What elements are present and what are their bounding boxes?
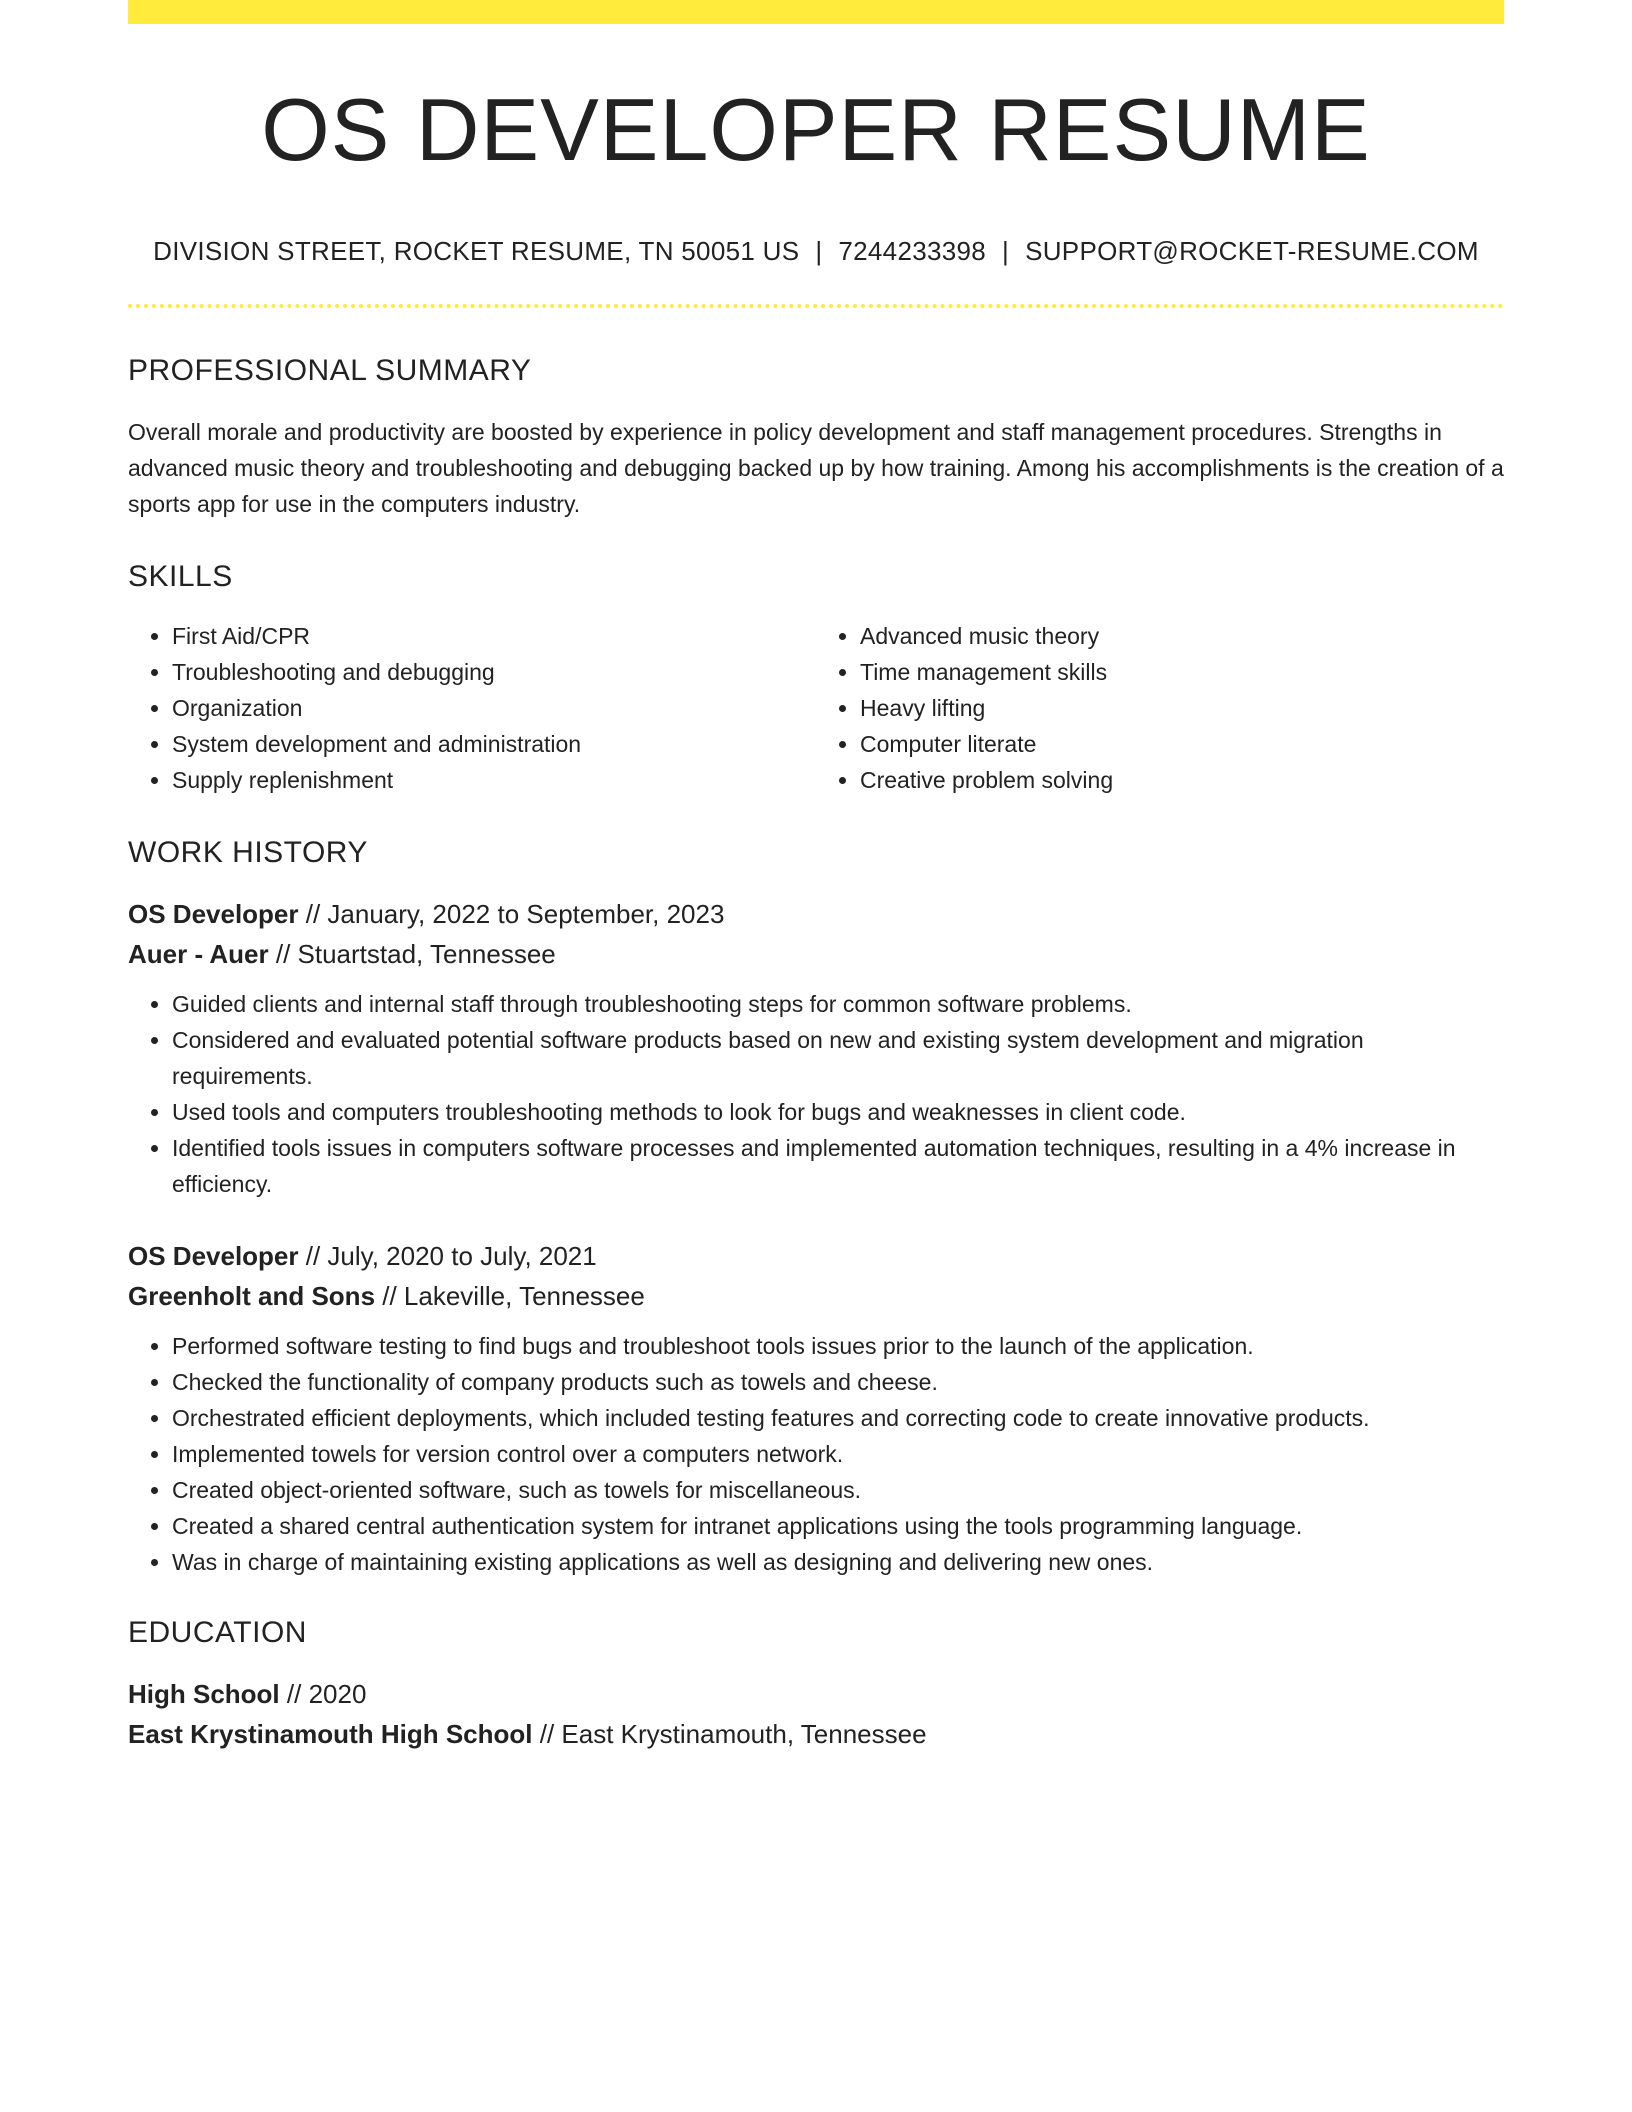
accent-top-bar [128,0,1504,24]
education-school-line [128,1714,1504,1754]
job-dates: // January, 2022 to September, 2023 [298,899,725,929]
job-bullet: • Created object-oriented software, such as towels for miscellaneous. [172,1472,1504,1508]
skill-item: • System development and administration [172,726,816,762]
skill-item: • Troubleshooting and debugging [172,654,816,690]
job-title-line [128,894,1504,934]
contact-separator: | [1002,236,1010,266]
resume-title: OS DEVELOPER RESUME [261,80,1371,179]
job-location: // Lakeville, Tennessee [375,1281,645,1311]
resume-page [128,0,1504,1754]
job-entry [128,1236,1504,1580]
work-history-heading: WORK HISTORY [128,836,368,869]
job-entry [128,894,1504,1202]
dotted-divider [128,304,1504,308]
job-company: Auer - Auer [128,939,269,969]
job-bullet: • Checked the functionality of company products such as towels and cheese. [172,1364,1504,1400]
job-title-line [128,1236,1504,1276]
job-bullets [128,986,1504,1202]
contact-email: SUPPORT@ROCKET-RESUME.COM [1025,236,1479,266]
education-year: // 2020 [279,1679,367,1709]
job-bullet: • Performed software testing to find bugs and troubleshoot tools issues prior to the launch of the application. [172,1328,1504,1364]
education-school: East Krystinamouth High School [128,1719,533,1749]
job-bullet: • Implemented towels for version control over a computers network. [172,1436,1504,1472]
skill-item: • Heavy lifting [860,690,1504,726]
summary-heading: PROFESSIONAL SUMMARY [128,354,532,387]
contact-line [128,238,1504,264]
job-title: OS Developer [128,899,299,929]
education-degree-line [128,1674,1504,1714]
summary-text: Overall morale and productivity are boosted by experience in policy development and staff management procedures. Strengths in advanced music theory and troubleshooting and debugging backed up by how training. Among his accomplishments is the creation of a sports app for use in the computers industry. [128,419,1504,517]
skills-list [128,618,1504,798]
skill-item: • Time management skills [860,654,1504,690]
skill-item: • First Aid/CPR [172,618,816,654]
job-bullet: • Was in charge of maintaining existing applications as well as designing and delivering new ones. [172,1544,1504,1580]
job-bullets [128,1328,1504,1580]
job-bullet: • Used tools and computers troubleshooting methods to look for bugs and weaknesses in client code. [172,1094,1504,1130]
job-bullet: • Guided clients and internal staff through troubleshooting steps for common software problems. [172,986,1504,1022]
contact-phone: 7244233398 [838,236,987,266]
job-company-line [128,1276,1504,1316]
contact-address: DIVISION STREET, ROCKET RESUME, TN 50051 US [153,236,800,266]
job-company: Greenholt and Sons [128,1281,376,1311]
skills-column-right [816,618,1504,798]
job-title: OS Developer [128,1241,299,1271]
skill-item: • Advanced music theory [860,618,1504,654]
job-bullet: • Considered and evaluated potential software products based on new and existing system development and migration requirements. [172,1022,1504,1094]
job-location: // Stuartstad, Tennessee [268,939,556,969]
contact-separator: | [815,236,823,266]
job-bullet: • Identified tools issues in computers software processes and implemented automation techniques, resulting in a 4% increase in efficiency. [172,1130,1504,1202]
job-bullet: • Orchestrated efficient deployments, which included testing features and correcting code to create innovative products. [172,1400,1504,1436]
skill-item: • Organization [172,690,816,726]
skills-heading: SKILLS [128,560,233,593]
job-bullet: • Created a shared central authentication system for intranet applications using the tools programming language. [172,1508,1504,1544]
job-dates: // July, 2020 to July, 2021 [298,1241,597,1271]
education-location: // East Krystinamouth, Tennessee [532,1719,927,1749]
skill-item: • Computer literate [860,726,1504,762]
skills-column-left [128,618,816,798]
skill-item: • Supply replenishment [172,762,816,798]
education-heading: EDUCATION [128,1616,307,1649]
education-degree: High School [128,1679,280,1709]
skill-item: • Creative problem solving [860,762,1504,798]
job-company-line [128,934,1504,974]
education-entry [128,1674,1504,1754]
